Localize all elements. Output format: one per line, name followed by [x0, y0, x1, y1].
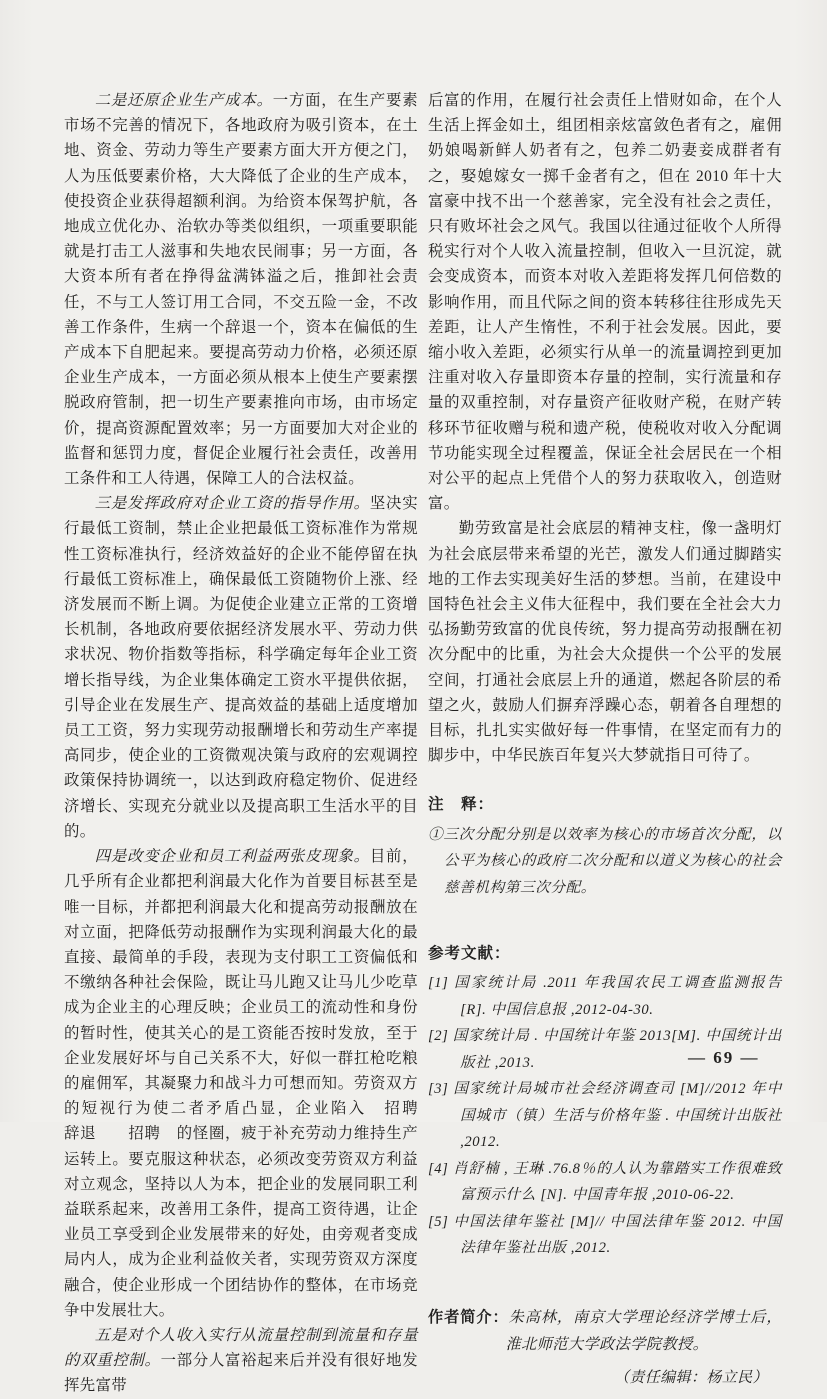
- reference-item: [5] 中国法律年鉴社 [M]// 中国法律年鉴 2012. 中国法律年鉴社出版 ,2012.: [428, 1213, 782, 1257]
- author-bio-label: 作者简介：: [428, 1308, 509, 1326]
- paragraph-body: 勤劳致富是社会底层的精神支柱，像一盏明灯为社会底层带来希望的光芒，激发人们通过脚踏实地的工作去实现美好生活的梦想。当前，在建设中国特色社会主义伟大征程中，我们要在全社会大力弘扬勤劳致富的优良传统，努力提高劳动报酬在初次分配中的比重，为社会大众提供一个公平的发展空间，打通社会底层上升的通道，燃起各阶层的希望之火，鼓励人们摒弃浮躁心态，朝着各自理想的目标，扎扎实实做好每一件事情，在坚定而有力的脚步中，中华民族百年复兴大梦就指日可待了。: [428, 520, 782, 765]
- paragraph-body: 一部分人富裕起来后并没有很好地发挥先富带: [64, 1352, 419, 1395]
- editor-credit: （责任编辑：杨立民）: [613, 1369, 768, 1386]
- author-bio: [428, 1304, 782, 1358]
- paragraph-body: 坚决实行最低工资制，禁止企业把最低工资标准作为常规性工资标准执行，经济效益好的企业不能停留在执行最低工资标准上，确保最低工资随物价上涨、经济发展而不断上调。为促使企业建立正常的工资增长机制，各地政府要依据经济发展水平、劳动力供求状况、物价指数等指标，科学确定每年企业工资增长指导线，为企业集体确定工资水平提供依据，引导企业在发展生产、提高效益的基础上适度增加员工工资，努力实现劳动报酬增长和劳动生产率提高同步，使企业的工资微观决策与政府的宏观调控政策保持协调统一，以达到政府稳定物价、促进经济增长、实现充分就业以及提高职工生活水平的目的。: [64, 495, 418, 840]
- reference-item: [1] 国家统计局 .2011 年我国农民工调查监测报告 [R]. 中国信息报 ,2012-04-30.: [428, 975, 782, 1018]
- page-number: — 69 —: [688, 1048, 760, 1067]
- paragraph-lead: 四是改变企业和员工利益两张皮现象。: [94, 848, 370, 866]
- notes-heading: 注 释：: [428, 796, 495, 814]
- paragraph-lead: 二是还原企业生产成本。: [94, 92, 273, 109]
- paragraph-three: [64, 491, 418, 844]
- paragraph-body: 后富的作用，在履行社会责任上惜财如命，在个人生活上挥金如土，组团相亲炫富敛色者有之，雇佣奶娘喝新鲜人奶者有之，包养二奶妻妾成群者有之，娶媳嫁女一掷千金者有之，但在 2010 年十大富豪中找不出一个慈善家，完全没有社会之责任，只有败坏社会之风气。我国以往通过征收个人所得税实行对个人收入流量控制，但收入一旦沉淀，就会变成资本，而资本对收入差距将发挥几何倍数的影响作用，而且代际之间的资本转移往往形成先天差距，让人产生惰性，不利于社会发展。因此，要缩小收入差距，必须实行从单一的流量调控到更加注重对收入存量即资本存量的控制，实行流量和存量的双重控制，对存量资产征收财产税，在财产转移环节征收赠与税和遗产税，使税收对收入分配调节功能实现全过程覆盖，保证全社会居民在一个相对公平的起点上凭借个人的努力获取收入，创造财富。: [428, 92, 782, 513]
- paragraph-closing: [428, 516, 782, 768]
- paragraph-two: [64, 88, 418, 491]
- reference-item: [4] 肖舒楠 , 王琳 .76.8％的人认为靠踏实工作很难致富预示什么 [N]. 中国青年报 ,2010-06-22.: [428, 1160, 782, 1204]
- text-columns: [64, 88, 782, 1399]
- paragraph-five-continued: [428, 88, 782, 516]
- paragraph-five: [64, 1323, 418, 1399]
- paragraph-four: [64, 844, 450, 1323]
- right-column: [428, 88, 782, 1399]
- note-item: ①三次分配分别是以效率为核心的市场首次分配，以公平为核心的政府二次分配和以道义为核心的社会慈善机构第三次分配。: [428, 826, 782, 896]
- author-bio-text: 朱高林，南京大学理论经济学博士后，淮北师范大学政法学院教授。: [505, 1308, 782, 1353]
- reference-item: [3] 国家统计局城市社会经济调查司 [M]//2012 年中国城市（镇）生活与价格年鉴 . 中国统计出版社 ,2012.: [428, 1081, 782, 1151]
- left-column: [64, 88, 450, 1399]
- paragraph-body: 一方面，在生产要素市场不完善的情况下，各地政府为吸引资本，在土地、资金、劳动力等生产要素方面大开方便之门，人为压低要素价格，大大降低了企业的生产成本，使投资企业获得超额利润。为给资本保驾护航，各地成立优化办、治软办等类似组织，一项重要职能就是打击工人滋事和失地农民闹事；另一方面，各大资本所有者在挣得盆满钵溢之后，推卸社会责任，不与工人签订用工合同，不交五险一金，不改善工作条件，生病一个辞退一个，资本在偏低的生产成本下自肥起来。要提高劳动力价格，必须还原企业生产成本，一方面必须从根本上使生产要素摆脱政府管制，把一切生产要素推向市场，由市场定价，提高资源配置效率；另一方面要加大对企业的监督和惩罚力度，督促企业履行社会责任，改善用工条件和工人待遇，保障工人的合法权益。: [64, 92, 418, 488]
- references-heading: 参考文献：: [428, 945, 511, 963]
- paragraph-lead: 三是发挥政府对企业工资的指导作用。: [94, 495, 370, 513]
- paragraph-body: 目前，几乎所有企业都把利润最大化作为首要目标甚至是唯一目标，并都把利润最大化和提高劳动报酬放在对立面，把降低劳动报酬作为实现利润最大化的最直接、最简单的手段，表现为支付职工工资偏低和不缴纳各种社会保险，既让马儿跑又让马儿少吃草成为企业主的心理反映；企业员工的流动性和身份的暂时性，使其关心的是工资能否按时发放，至于企业发展好坏与自己关系不大，好似一群扛枪吃粮的雇佣军，其凝聚力和战斗力可想而知。劳资双方的短视行为使二者矛盾凸显，企业陷入 招聘 辞退 招聘 的怪圈，疲于补充劳动力维持生产运转上。要克服这种状态，必须改变劳资双方利益对立观念，坚持以人为本，把企业的发展同职工利益联系起来，改善用工条件，提高工资待遇，让企业员工享受到企业发展带来的好处，由旁观者变成局内人，成为企业利益攸关者，实现劳资双方深度融合，使企业形成一个团结协作的整体，在市场竞争中发展壮大。: [64, 848, 450, 1319]
- reference-item: [2] 国家统计局 . 中国统计年鉴 2013[M]. 中国统计出版社 ,2013.: [428, 1028, 782, 1071]
- paragraph-lead: 五是对个人收入实行从流量控制到流量和存量的双重控制。: [64, 1326, 418, 1370]
